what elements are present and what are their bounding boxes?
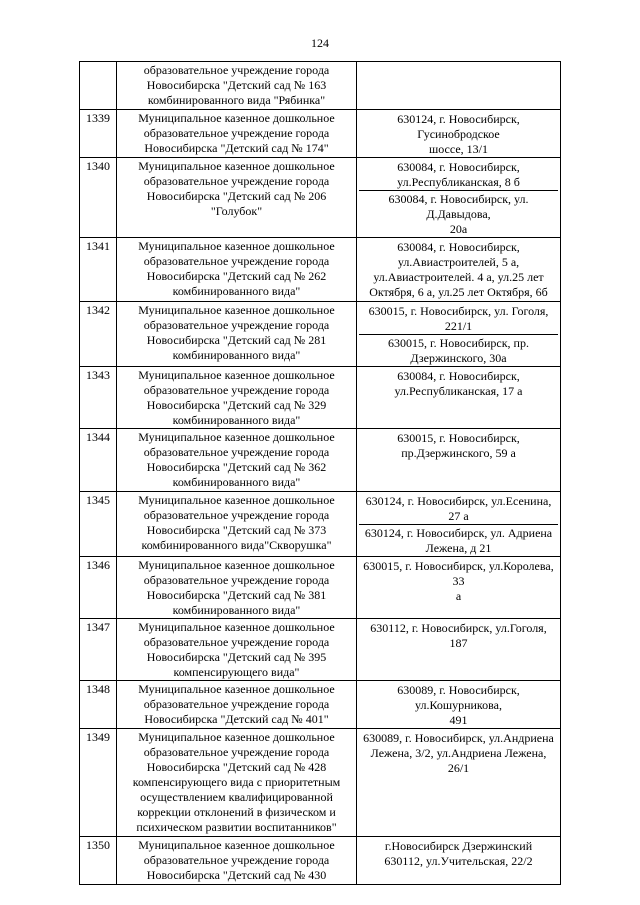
table-row xyxy=(80,557,561,619)
institution-name-line: коррекции отклонений в физическом и xyxy=(137,805,336,819)
address-line: 630015, г. Новосибирск, xyxy=(397,431,520,445)
institution-name-cell xyxy=(117,62,357,110)
row-number: 1342 xyxy=(80,302,117,367)
address-entry xyxy=(359,620,558,651)
address-entry xyxy=(359,730,558,776)
address-line: 630015, г. Новосибирск, ул. Гоголя, 221/1 xyxy=(368,304,549,333)
institution-name-line: психическом развитии воспитанников" xyxy=(136,820,337,834)
institution-name-cell xyxy=(117,619,357,681)
institution-name-line: Новосибирска "Детский сад № 428 xyxy=(146,760,327,774)
table-row xyxy=(80,729,561,837)
table-row xyxy=(80,62,561,110)
table-row xyxy=(80,238,561,302)
address-line: 20а xyxy=(449,222,468,236)
address-line: 630015, г. Новосибирск, пр. xyxy=(388,336,529,350)
address-line: 630124, г. Новосибирск, ул. Адриена xyxy=(364,526,553,540)
address-line: 630084, г. Новосибирск, ул. Д.Давыдова, xyxy=(388,192,529,221)
institution-name-line: образовательное учреждение города xyxy=(143,573,330,587)
address-cell xyxy=(357,729,561,837)
institution-name-line: образовательное учреждение города xyxy=(143,445,330,459)
institution-name-cell xyxy=(117,302,357,367)
table-row xyxy=(80,302,561,367)
address-entry xyxy=(359,682,558,728)
row-number xyxy=(80,62,117,110)
address-line: 630112, г. Новосибирск, ул.Гоголя, 187 xyxy=(370,621,547,650)
address-cell xyxy=(357,429,561,492)
row-number: 1343 xyxy=(80,367,117,429)
address-line: 630112, ул.Учительская, 22/2 xyxy=(384,854,533,868)
row-number: 1341 xyxy=(80,238,117,302)
institution-name-line: Муниципальное казенное дошкольное xyxy=(138,303,335,317)
institution-name-line: "Голубок" xyxy=(210,204,263,218)
address-line: Лежена, 3/2, ул.Андриена Лежена, 26/1 xyxy=(370,746,547,775)
row-number: 1339 xyxy=(80,110,117,158)
row-number: 1347 xyxy=(80,619,117,681)
address-line: 630015, г. Новосибирск, ул.Королева, 33 xyxy=(363,559,554,588)
address-line: ул.Республиканская, 17 а xyxy=(394,384,523,398)
address-entry xyxy=(359,334,558,366)
institution-name-line: комбинированного вида" xyxy=(172,284,301,298)
institution-name-cell xyxy=(117,367,357,429)
address-line: 630084, г. Новосибирск, xyxy=(397,369,520,383)
institution-name-line: комбинированного вида "Рябинка" xyxy=(147,93,326,107)
institution-name-line: Муниципальное казенное дошкольное xyxy=(138,239,335,253)
address-entry xyxy=(359,558,558,604)
institution-name-line: Новосибирска "Детский сад № 430 xyxy=(146,868,327,882)
address-line: 630084, г. Новосибирск, xyxy=(397,240,520,254)
institution-name-line: Муниципальное казенное дошкольное xyxy=(138,368,335,382)
institution-name-line: Муниципальное казенное дошкольное xyxy=(138,620,335,634)
row-number: 1345 xyxy=(80,492,117,557)
table-row xyxy=(80,367,561,429)
institution-name-line: Новосибирска "Детский сад № 262 xyxy=(146,269,327,283)
address-entry xyxy=(359,303,558,334)
institution-name-line: Муниципальное казенное дошкольное xyxy=(138,430,335,444)
address-cell xyxy=(357,492,561,557)
address-line: ул.Республиканская, 8 б xyxy=(397,175,520,189)
address-line: ул.Авиастроителей, 5 а, xyxy=(397,255,520,269)
row-number: 1344 xyxy=(80,429,117,492)
institution-name-line: Новосибирска "Детский сад № 174" xyxy=(144,141,329,155)
address-cell xyxy=(357,619,561,681)
institution-name-line: Новосибирска "Детский сад № 373 xyxy=(146,523,327,537)
institution-name-line: образовательное учреждение города xyxy=(143,318,330,332)
table-row xyxy=(80,429,561,492)
address-line: 630089, г. Новосибирск, ул.Андриена xyxy=(363,731,554,745)
institution-name-line: образовательное учреждение города xyxy=(143,254,330,268)
institution-name-line: осуществлением квалифицированной xyxy=(140,790,333,804)
address-line: Октября, 6 а, ул.25 лет Октября, 6б xyxy=(369,285,548,299)
table-row xyxy=(80,681,561,729)
institution-name-line: Новосибирска "Детский сад № 206 xyxy=(146,189,327,203)
address-line: 491 xyxy=(449,713,468,727)
address-entry xyxy=(359,493,558,524)
institution-name-line: комбинированного вида" xyxy=(172,413,301,427)
institution-name-line: Новосибирска "Детский сад № 163 xyxy=(146,78,327,92)
institution-name-cell xyxy=(117,681,357,729)
institution-name-cell xyxy=(117,158,357,238)
address-entry xyxy=(359,430,558,461)
table-row xyxy=(80,158,561,238)
institution-name-cell xyxy=(117,729,357,837)
address-cell xyxy=(357,238,561,302)
table-row xyxy=(80,110,561,158)
institution-name-line: Новосибирска "Детский сад № 401" xyxy=(144,712,329,726)
institution-name-line: образовательное учреждение города xyxy=(143,508,330,522)
institution-name-line: Муниципальное казенное дошкольное xyxy=(138,558,335,572)
table-row xyxy=(80,492,561,557)
address-line: 630089, г. Новосибирск, ул.Кошурникова, xyxy=(397,683,520,712)
institution-name-cell xyxy=(117,429,357,492)
institution-name-cell xyxy=(117,557,357,619)
institution-name-cell xyxy=(117,837,357,885)
institution-name-line: комбинированного вида" xyxy=(172,348,301,362)
address-cell xyxy=(357,557,561,619)
institution-name-line: Новосибирска "Детский сад № 281 xyxy=(146,333,327,347)
row-number: 1348 xyxy=(80,681,117,729)
institution-name-line: образовательное учреждение города xyxy=(143,697,330,711)
address-line: а xyxy=(455,589,462,603)
address-entry xyxy=(359,63,558,64)
row-number: 1346 xyxy=(80,557,117,619)
address-cell xyxy=(357,837,561,885)
address-line: шоссе, 13/1 xyxy=(429,142,488,156)
address-entry xyxy=(359,838,558,869)
address-entry xyxy=(359,524,558,556)
institution-name-cell xyxy=(117,492,357,557)
institution-name-line: компенсирующего вида" xyxy=(173,665,300,679)
institution-name-line: Новосибирска "Детский сад № 329 xyxy=(146,398,327,412)
institution-name-line: образовательное учреждение города xyxy=(143,745,330,759)
row-number: 1340 xyxy=(80,158,117,238)
address-line: Дзержинского, 30а xyxy=(410,351,507,365)
address-line: 630084, г. Новосибирск, xyxy=(397,160,520,174)
address-entry xyxy=(359,159,558,190)
institution-name-line: Муниципальное казенное дошкольное xyxy=(138,682,335,696)
institution-name-line: Муниципальное казенное дошкольное xyxy=(138,159,335,173)
address-line: г.Новосибирск Дзержинский xyxy=(384,839,533,853)
address-line: Лежена, д 21 xyxy=(425,541,492,555)
address-line: ул.Авиастроителей. 4 а, ул.25 лет xyxy=(373,270,544,284)
address-cell xyxy=(357,110,561,158)
institution-name-line: образовательное учреждение города xyxy=(143,174,330,188)
address-entry xyxy=(359,368,558,399)
row-number: 1349 xyxy=(80,729,117,837)
address-entry xyxy=(359,190,558,237)
row-number: 1350 xyxy=(80,837,117,885)
registry-body xyxy=(80,62,561,885)
institution-name-line: образовательное учреждение города xyxy=(143,853,330,867)
institution-name-line: Муниципальное казенное дошкольное xyxy=(138,493,335,507)
institution-name-line: Новосибирска "Детский сад № 362 xyxy=(146,460,327,474)
address-cell xyxy=(357,158,561,238)
institution-name-cell xyxy=(117,238,357,302)
address-entry xyxy=(359,111,558,157)
address-cell xyxy=(357,367,561,429)
institution-name-line: Муниципальное казенное дошкольное xyxy=(138,838,335,852)
table-row xyxy=(80,837,561,885)
address-line: 630124, г. Новосибирск, Гусинобродское xyxy=(397,112,520,141)
institution-name-line: образовательное учреждение города xyxy=(143,383,330,397)
institution-name-line: комбинированного вида" xyxy=(172,475,301,489)
institution-name-line: комбинированного вида" xyxy=(172,603,301,617)
table-row xyxy=(80,619,561,681)
institution-name-line: комбинированного вида"Скворушка" xyxy=(141,538,332,552)
institution-name-line: Новосибирска "Детский сад № 395 xyxy=(146,650,327,664)
institution-name-line: Муниципальное казенное дошкольное xyxy=(138,111,335,125)
institution-name-line: Муниципальное казенное дошкольное xyxy=(138,730,335,744)
address-cell xyxy=(357,681,561,729)
page-number: 124 xyxy=(311,36,329,50)
institution-name-cell xyxy=(117,110,357,158)
address-cell xyxy=(357,62,561,110)
institution-name-line: образовательное учреждение города xyxy=(143,635,330,649)
registry-table xyxy=(79,61,561,885)
institution-name-line: образовательное учреждение города xyxy=(143,63,330,77)
address-entry xyxy=(359,239,558,300)
institution-name-line: образовательное учреждение города xyxy=(143,126,330,140)
address-line: пр.Дзержинского, 59 а xyxy=(401,446,516,460)
address-line: 630124, г. Новосибирск, ул.Есенина, 27 а xyxy=(365,494,552,523)
address-cell xyxy=(357,302,561,367)
institution-name-line: компенсирующего вида с приоритетным xyxy=(132,775,341,789)
institution-name-line: Новосибирска "Детский сад № 381 xyxy=(146,588,327,602)
